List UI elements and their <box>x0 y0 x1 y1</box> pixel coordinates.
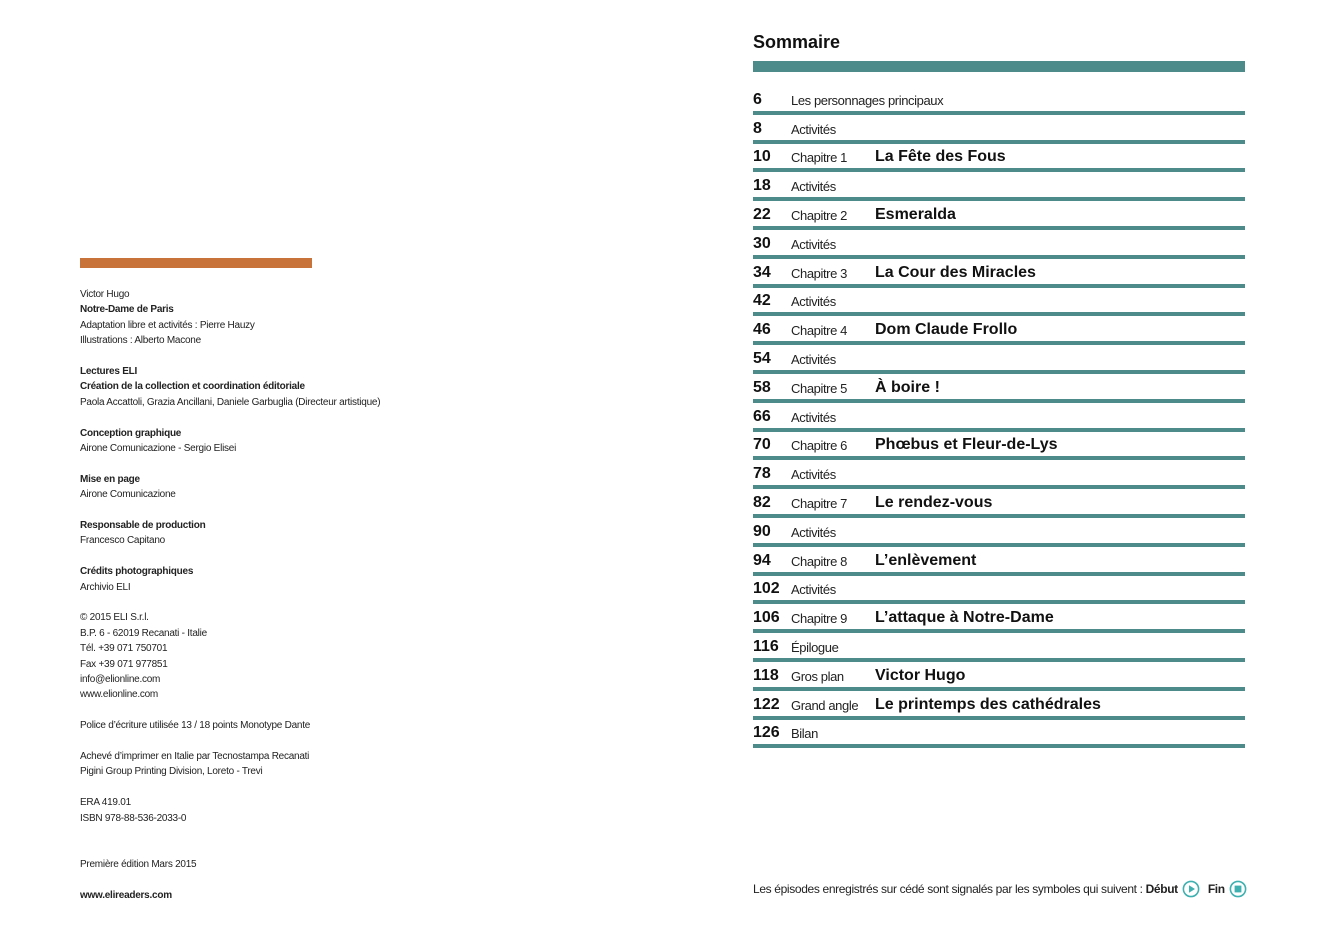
toc-row <box>753 86 1245 115</box>
toc-page-number: 10 <box>753 148 771 166</box>
toc-row <box>753 316 1245 345</box>
toc-page-number: 126 <box>753 724 780 742</box>
toc-section-label: Chapitre 8 <box>791 553 847 569</box>
credit-photo-names: Archivio ELI <box>80 581 131 593</box>
toc-row <box>753 576 1245 605</box>
toc-page-number: 58 <box>753 378 771 396</box>
toc-section-label: Chapitre 1 <box>791 150 847 166</box>
credit-photo-heading: Crédits photographiques <box>80 566 194 578</box>
toc-row <box>753 720 1245 749</box>
toc-row <box>753 460 1245 489</box>
toc-section-label: Grand angle <box>791 697 859 713</box>
credit-author: Victor Hugo <box>80 289 130 300</box>
credit-font-note: Police d’écriture utilisée 13 / 18 points Monotype Dante <box>80 720 311 732</box>
toc-chapter-title: Esmeralda <box>875 205 956 223</box>
toc-row <box>753 374 1245 403</box>
toc-page-number: 122 <box>753 695 780 713</box>
toc-page-number: 94 <box>753 551 771 569</box>
toc-chapter-title: L’enlèvement <box>875 551 977 569</box>
credit-edition: Première édition Mars 2015 <box>80 858 197 870</box>
audio-footnote <box>753 879 1255 899</box>
toc-row <box>753 403 1245 432</box>
toc-chapter-title: Victor Hugo <box>875 666 966 684</box>
credit-printed-line2: Pigini Group Printing Division, Loreto - Trevi <box>80 766 263 778</box>
credit-isbn: ISBN 978-88-536-2033-0 <box>80 812 187 824</box>
credit-printed-line1: Achevé d’imprimer en Italie par Tecnostampa Recanati <box>80 751 310 763</box>
toc-page-number: 70 <box>753 436 771 454</box>
credit-creation-names: Paola Accattoli, Grazia Ancillani, Daniele Garbuglia (Directeur artistique) <box>80 396 381 408</box>
toc-row <box>753 288 1245 317</box>
toc-chapter-title: Phœbus et Fleur-de-Lys <box>875 436 1058 454</box>
footnote-end-label: Fin <box>1207 882 1225 896</box>
credit-book-title: Notre-Dame de Paris <box>80 304 174 316</box>
credit-address: B.P. 6 - 62019 Recanati - Italie <box>80 627 207 639</box>
credit-creation-heading: Création de la collection et coordination éditoriale <box>80 381 305 393</box>
toc-row <box>753 230 1245 259</box>
credit-adaptation: Adaptation libre et activités : Pierre Hauzy <box>80 319 255 331</box>
credit-layout-heading: Mise en page <box>80 473 140 485</box>
toc-page-number: 42 <box>753 292 771 310</box>
toc-section-label: Chapitre 6 <box>791 438 847 454</box>
toc-page-number: 106 <box>753 609 780 627</box>
toc-page-number: 18 <box>753 177 771 195</box>
toc-section-label: Épilogue <box>791 639 839 655</box>
toc-title: Sommaire <box>753 32 841 52</box>
toc-section-label: Activités <box>791 467 836 483</box>
toc-row <box>753 547 1245 576</box>
toc-row <box>753 144 1245 173</box>
credit-website: www.elionline.com <box>80 689 159 701</box>
toc-page-number: 82 <box>753 493 771 511</box>
toc-section-label: Activités <box>791 524 836 540</box>
toc-row <box>753 172 1245 201</box>
toc-row <box>753 201 1245 230</box>
toc-row <box>753 489 1245 518</box>
credit-fax: Fax +39 071 977851 <box>80 658 168 670</box>
toc-list <box>753 86 1245 748</box>
toc-row <box>753 345 1245 374</box>
credit-era: ERA 419.01 <box>80 797 131 809</box>
credit-layout-names: Airone Comunicazione <box>80 489 176 501</box>
credit-copyright: © 2015 ELI S.r.l. <box>80 612 149 624</box>
toc-section-label: Chapitre 9 <box>791 611 847 627</box>
toc-row <box>753 518 1245 547</box>
toc-page-number: 6 <box>753 90 762 108</box>
toc-page-number: 8 <box>753 119 762 137</box>
toc-row <box>753 662 1245 691</box>
credits-block <box>80 287 500 903</box>
credit-email: info@elionline.com <box>80 674 161 686</box>
toc-top-bar <box>753 61 1245 72</box>
credit-design-heading: Conception graphique <box>80 427 182 439</box>
toc-row <box>753 691 1245 720</box>
toc-page-number: 66 <box>753 407 771 425</box>
toc-chapter-title: Dom Claude Frollo <box>875 321 1018 339</box>
toc-section-label: Bilan <box>791 726 818 742</box>
toc-row <box>753 633 1245 662</box>
credit-design-names: Airone Comunicazione - Sergio Elisei <box>80 443 237 455</box>
toc-section-label: Chapitre 7 <box>791 495 847 511</box>
toc-row <box>753 432 1245 461</box>
toc-chapter-title: L’attaque à Notre-Dame <box>875 609 1054 627</box>
toc-section-label: Activités <box>791 179 836 195</box>
toc-section-label: Activités <box>791 294 836 310</box>
toc-section-label: Activités <box>791 582 836 598</box>
toc-page-number: 102 <box>753 580 780 598</box>
footnote-start-label: Début <box>1145 882 1178 896</box>
footnote-text: Les épisodes enregistrés sur cédé sont signalés par les symboles qui suivent : <box>753 882 1143 896</box>
credit-production-names: Francesco Capitano <box>80 535 165 547</box>
credit-illustrations: Illustrations : Alberto Macone <box>80 335 201 347</box>
toc-page-number: 54 <box>753 349 771 367</box>
toc-section-label: Gros plan <box>791 668 844 684</box>
toc-section-label: Les personnages principaux <box>791 92 944 108</box>
toc-page-number: 22 <box>753 205 771 223</box>
toc-chapter-title: À boire ! <box>875 378 940 396</box>
toc-section-label: Activités <box>791 236 836 252</box>
toc-chapter-title: La Cour des Miracles <box>875 263 1036 281</box>
toc-chapter-title: Le printemps des cathédrales <box>875 695 1101 713</box>
toc-page-number: 116 <box>753 637 779 655</box>
decorative-orange-bar <box>80 258 312 268</box>
toc-page-number: 46 <box>753 321 771 339</box>
toc-section-label: Chapitre 4 <box>791 323 847 339</box>
credit-tel: Tél. +39 071 750701 <box>80 643 168 655</box>
toc-page-number: 90 <box>753 522 771 540</box>
toc-page-number: 78 <box>753 465 771 483</box>
play-icon <box>1182 880 1200 898</box>
toc-section-label: Chapitre 2 <box>791 207 847 223</box>
toc-section-label: Activités <box>791 121 836 137</box>
toc-row <box>753 115 1245 144</box>
toc-section-label: Chapitre 5 <box>791 380 847 396</box>
toc-page-number: 34 <box>753 263 771 281</box>
credit-production-heading: Responsable de production <box>80 520 206 532</box>
toc-chapter-title: Le rendez-vous <box>875 493 993 511</box>
toc-page-number: 118 <box>753 666 779 684</box>
toc-row <box>753 604 1245 633</box>
credit-readers-site: www.elireaders.com <box>80 889 172 901</box>
toc-row <box>753 259 1245 288</box>
toc-page-number: 30 <box>753 234 771 252</box>
credit-series: Lectures ELI <box>80 366 138 378</box>
toc-section-label: Activités <box>791 409 836 425</box>
stop-icon <box>1229 880 1247 898</box>
toc-section-label: Chapitre 3 <box>791 265 847 281</box>
toc-chapter-title: La Fête des Fous <box>875 148 1006 166</box>
toc-section-label: Activités <box>791 351 836 367</box>
